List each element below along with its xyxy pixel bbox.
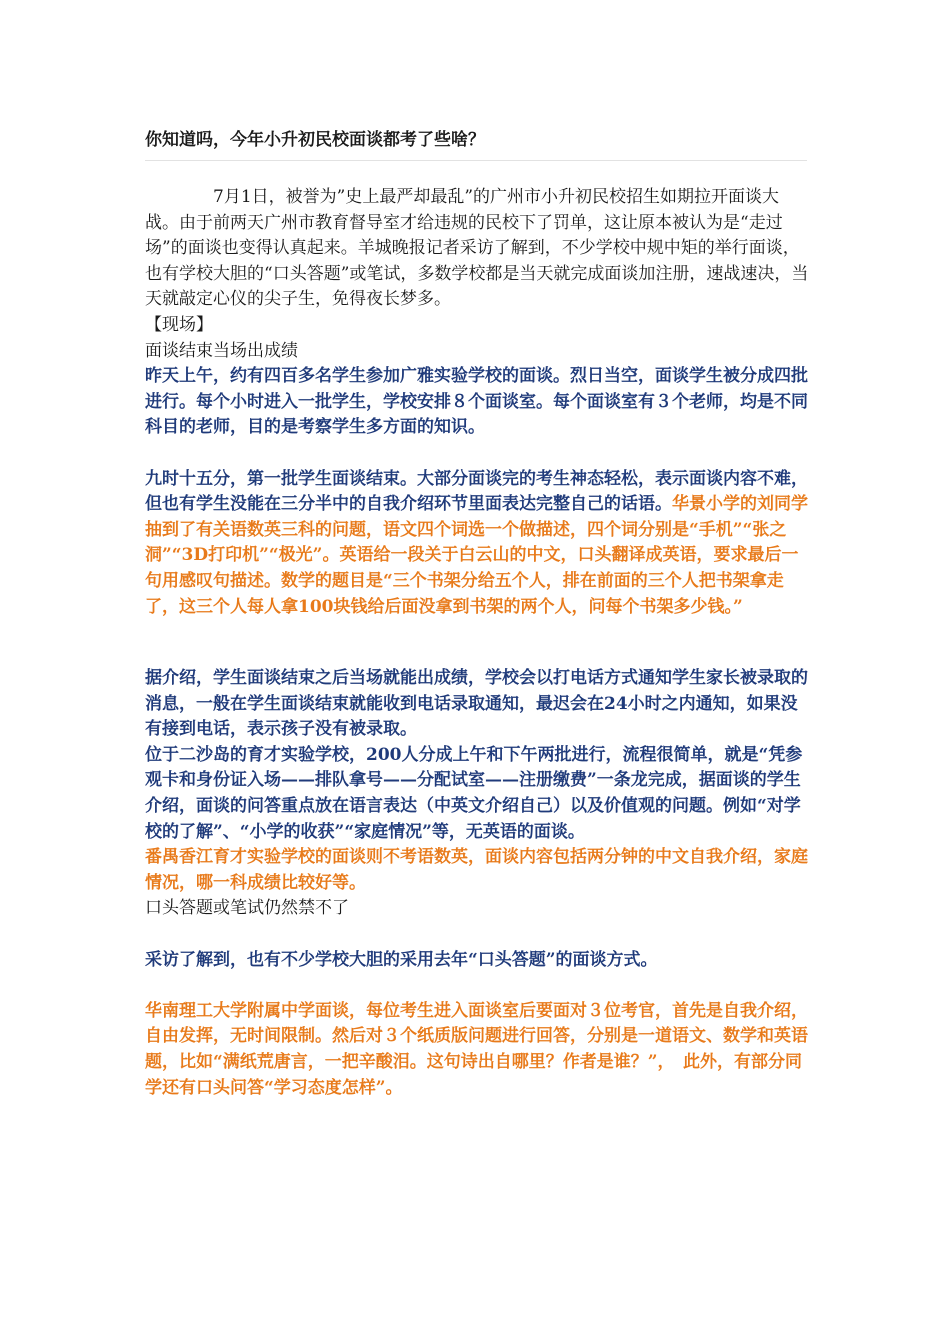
section-label: 【现场】	[145, 314, 213, 335]
paragraph-guangya: 昨天上午，约有四百多名学生参加广雅实验学校的面谈。烈日当空，面谈学生被分成四批进行。每个小时进入一批学生，学校安排８个面谈室。每个面谈室有３个老师，均是不同科目的老师，目的是考察学生多方面的知识。	[145, 366, 808, 438]
article-body	[145, 185, 810, 1101]
spacer	[145, 441, 810, 467]
paragraph-results-notice: 据介绍，学生面谈结束之后当场就能出成绩，学校会以打电话方式通知学生家长被录取的消息，一般在学生面谈结束就能收到电话录取通知，最迟会在24小时之内通知，如果没有接到电话，表示孩子没有被录取。	[145, 668, 808, 740]
paragraph-oral-format: 采访了解到，也有不少学校大胆的采用去年“口头答题”的面谈方式。	[145, 949, 658, 970]
subheading-oral-exam: 口头答题或笔试仍然禁不了	[145, 898, 349, 919]
paragraph-xiangjiang: 番禺香江育才实验学校的面谈则不考语数英，面谈内容包括两分钟的中文自我介绍，家庭情况，哪一科成绩比较好等。	[145, 847, 808, 893]
article-title: 你知道吗，今年小升初民校面谈都考了些啥？	[145, 130, 485, 150]
spacer	[145, 973, 810, 999]
spacer	[145, 922, 810, 948]
title-divider	[145, 160, 807, 161]
spacer	[145, 620, 810, 666]
paragraph-yucai: 位于二沙岛的育才实验学校，200人分成上午和下午两批进行，流程很简单，就是“凭参观卡和身份证入场——排队拿号——分配试室——注册缴费”一条龙完成，据面谈的学生介绍，面谈的问答重点放在语言表达（中英文介绍自己）以及价值观的问题。例如“对学校的了解”、“小学的收获”“家庭情况”等，无英语的面谈。	[145, 744, 803, 842]
huajing-questions-text: 华景小学的刘同学抽到了有关语数英三科的问题，语文四个词选一个做描述，四个词分别是“手机”“张之洞”“3D打印机”“极光”。英语给一段关于白云山的中文，口头翻译成英语，要求最后一句用感叹句描述。数学的题目是“三个书架分给五个人，排在前面的三个人把书架拿走了，这三个人每人拿100块钱给后面没拿到书架的两个人，问每个书架多少钱。”	[145, 494, 808, 617]
paragraph-first-batch	[145, 467, 810, 621]
intro-paragraph: 7月1日，被誉为”史上最严却最乱”的广州市小升初民校招生如期拉开面谈大战。由于前两天广州市教育督导室才给违规的民校下了罚单，这让原本被认为是“走过场”的面谈也变得认真起来。羊城晚报记者采访了解到，不少学校中规中矩的举行面谈，也有学校大胆的“口头答题”或笔试，多数学校都是当天就完成面谈加注册，速战速决，当天就敲定心仪的尖子生，免得夜长梦多。	[145, 187, 809, 310]
first-batch-text: 九时十五分，第一批学生面谈结束。大部分面谈完的考生神态轻松，表示面谈内容不难，但也有学生没能在三分半中的自我介绍环节里面表达完整自己的话语。	[145, 468, 808, 515]
paragraph-scut-affiliated: 华南理工大学附属中学面谈，每位考生进入面谈室后要面对３位考官，首先是自我介绍，自由发挥，无时间限制。然后对３个纸质版问题进行回答，分别是一道语文、数学和英语题，比如“满纸荒唐言，一把辛酸泪。这句诗出自哪里？作者是谁？”， 此外，有部分同学还有口头问答“学习态度怎样”。	[145, 1000, 808, 1098]
subheading-results: 面谈结束当场出成绩	[145, 340, 298, 361]
